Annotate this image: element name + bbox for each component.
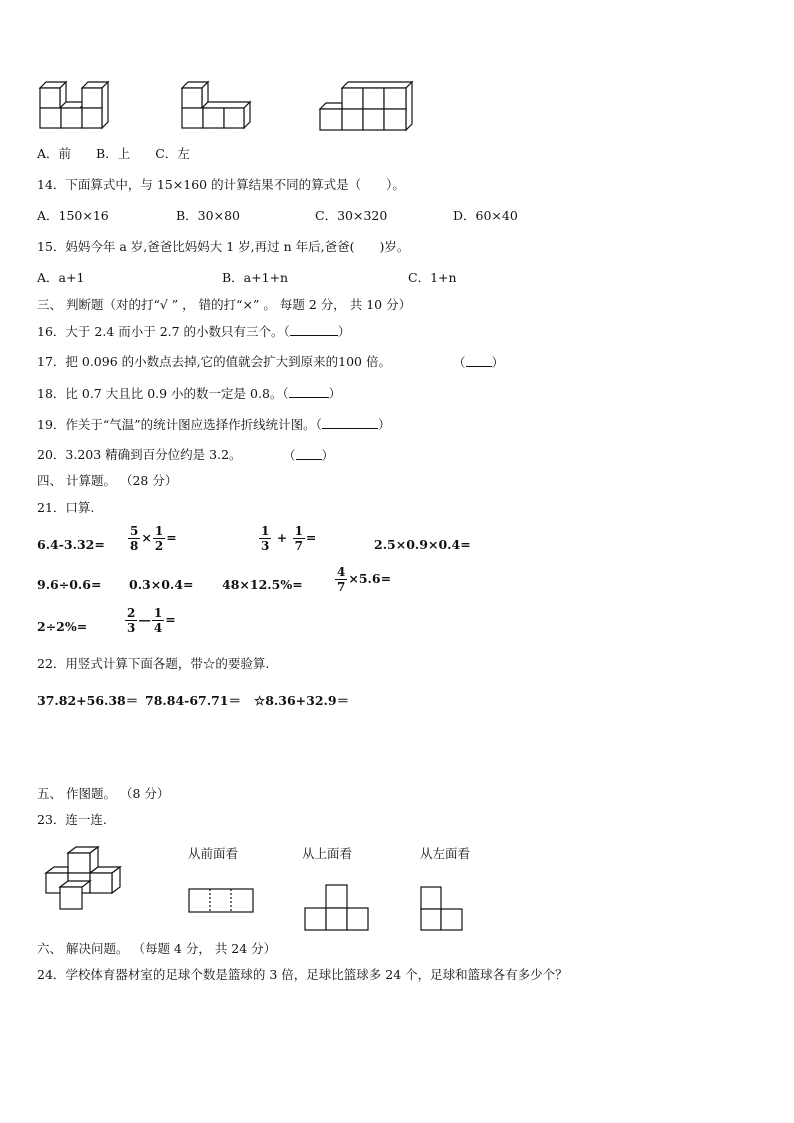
q14-stem: 14．下面算式中，与 15×160 的计算结果不同的算式是（ ）。 [37, 177, 405, 192]
q21-r2c1: 9.6÷0.6= [37, 577, 102, 592]
q23-label-top: 从上面看 [302, 846, 353, 861]
q14-option-c: C．30×320 [315, 208, 388, 223]
section-5-heading: 五、 作图题。 （8 分） [37, 786, 170, 801]
q16 [37, 323, 350, 340]
q21-r3c2: $\frac{2}{3}$ — $\frac{1}{4}$ = [127, 606, 176, 635]
q13-figure-front [40, 80, 112, 132]
q13-figure-top [180, 80, 252, 132]
q17 [37, 354, 391, 370]
q22-item-3: ☆8.36+32.9＝ [254, 693, 350, 708]
q14-option-d: D．60×40 [453, 208, 518, 223]
q23-view-a [188, 888, 254, 914]
q19-answer-blank[interactable] [322, 416, 378, 429]
q19-text: 19．作关于“气温”的统计图应选择作折线统计图。（ [37, 417, 322, 432]
q23-title: 23．连一连. [37, 812, 107, 827]
fraction: $\frac{5}{8}$ [130, 524, 139, 553]
section-3-heading: 三、 判断题（对的打“√ ” ， 错的打“×” 。 每题 2 分， 共 10 分） [37, 297, 412, 312]
section-6-heading: 六、 解决问题。 （每题 4 分， 共 24 分） [37, 941, 277, 956]
q23-view-c [420, 886, 466, 932]
q15-option-c: C．1+n [408, 270, 457, 285]
q23-label-front: 从前面看 [188, 846, 239, 861]
fraction: $\frac{1}{4}$ [153, 606, 163, 635]
q16-answer-blank[interactable] [290, 323, 338, 336]
q18 [37, 385, 341, 402]
q13-options: A．前 B．上 C．左 [37, 146, 190, 161]
q15-stem: 15．妈妈今年 a 岁,爸爸比妈妈大 1 岁,再过 n 年后,爸爸( )岁。 [37, 239, 410, 254]
q20-answer-blank[interactable] [296, 447, 322, 460]
q17-answer [453, 354, 504, 371]
q13-figure-left [320, 80, 416, 136]
q21-r1c2: $\frac{5}{8}$ × $\frac{1}{2}$ = [130, 524, 177, 553]
q17-close: ） [491, 355, 505, 370]
fraction: $\frac{1}{2}$ [154, 524, 164, 553]
q20-open: （ [283, 448, 296, 463]
q22-title: 22．用竖式计算下面各题，带☆的要验算. [37, 656, 270, 671]
q23-solid-figure [44, 845, 124, 913]
q15-option-a: A．a+1 [37, 270, 85, 285]
q19-close: ） [377, 417, 391, 432]
fraction: $\frac{2}{3}$ [127, 606, 136, 635]
q20-close: ） [321, 448, 335, 463]
q21-r2c2: 0.3×0.4= [129, 577, 194, 592]
fraction: $\frac{1}{7}$ [294, 524, 303, 553]
q24-text: 24．学校体育器材室的足球个数是篮球的 3 倍，足球比篮球多 24 个，足球和篮球各有多少个？ [37, 967, 568, 982]
q22-item-2: 78.84-67.71＝ [145, 693, 241, 708]
q18-answer-blank[interactable] [289, 385, 329, 398]
fraction: $\frac{4}{7}$ [337, 565, 346, 594]
q21-r3c1: 2÷2%= [37, 619, 88, 634]
q22-item-1: 37.82+56.38＝ [37, 693, 139, 708]
q20 [37, 447, 242, 463]
q16-text: 16．大于 2.4 而小于 2.7 的小数只有三个。（ [37, 324, 290, 339]
q17-open: （ [453, 355, 466, 370]
q20-answer [283, 447, 334, 464]
q21-title: 21．口算. [37, 500, 95, 515]
q19 [37, 416, 390, 433]
q21-r1c4: 2.5×0.9×0.4= [374, 537, 471, 552]
q18-text: 18．比 0.7 大且比 0.9 小的数一定是 0.8。（ [37, 386, 289, 401]
q14-option-a: A．150×16 [37, 208, 109, 223]
q21-r2c4: $\frac{4}{7}$ ×5.6= [337, 565, 392, 594]
q20-text: 20．3.203 精确到百分位约是 3.2。 [37, 447, 242, 462]
q21-r1c1: 6.4-3.32= [37, 537, 105, 552]
q16-close: ） [337, 324, 351, 339]
q17-text: 17．把 0.096 的小数点去掉,它的值就会扩大到原来的100 倍。 [37, 354, 391, 369]
section-4-heading: 四、 计算题。 （28 分） [37, 473, 178, 488]
q21-r2c3: 48×12.5%= [222, 577, 303, 592]
q23-label-left: 从左面看 [420, 846, 471, 861]
q15-option-b: B．a+1+n [222, 270, 289, 285]
fraction: $\frac{1}{3}$ [261, 524, 270, 553]
q21-r1c3: $\frac{1}{3}$ + $\frac{1}{7}$ = [261, 524, 317, 553]
q23-view-b [304, 884, 370, 932]
q18-close: ） [328, 386, 342, 401]
q14-option-b: B．30×80 [176, 208, 240, 223]
q17-answer-blank[interactable] [466, 354, 492, 367]
